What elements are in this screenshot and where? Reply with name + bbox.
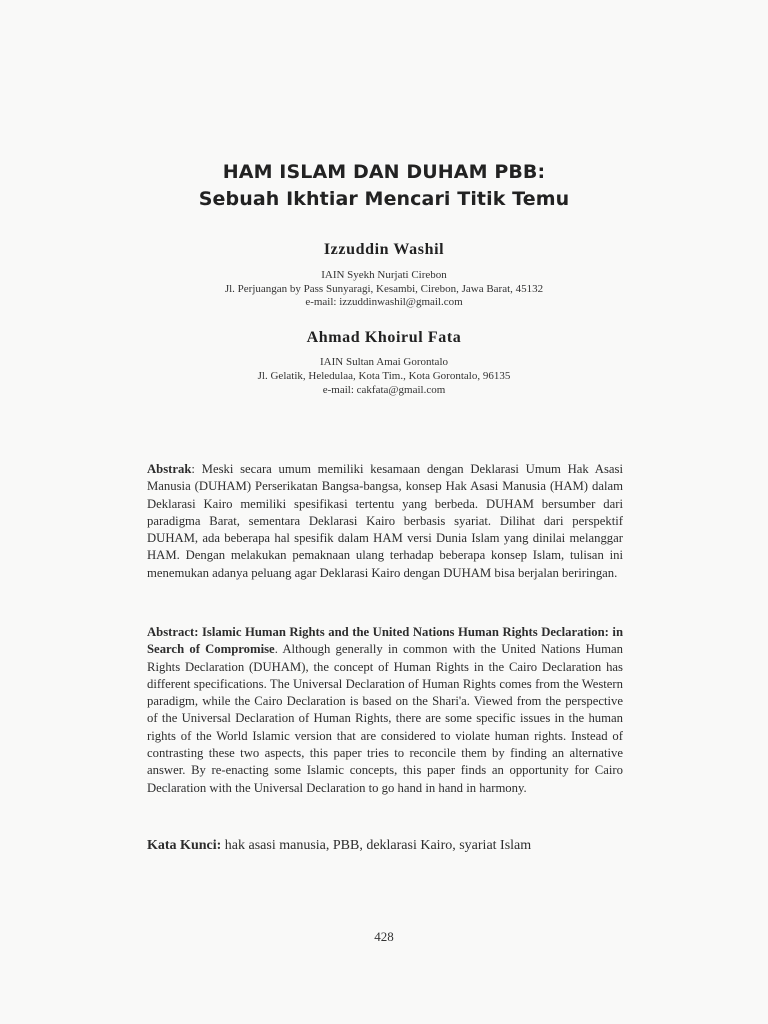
abstract-text: . Although generally in common with the United Nations Human Rights Declaration (DUHAM), the concept of Human Rights in the Cairo Declaration has different specifications. The Universal Declaration of Human Rights comes from the Western paradigm, while the Cairo Declaration is based on the Shari'a. Viewed from the perspective of the Universal Declaration of Human Rights, there are some specific issues in the human rights of the World Islamic version that are considered to violate human rights. Instead of contrasting these two aspects, this paper tries to reconcile them by finding an alternative answer. By re-enacting some Islamic concepts, this paper finds an opportunity for Cairo Declaration with the Universal Declaration to go hand in hand in harmony.	[147, 642, 623, 795]
keywords-text: hak asasi manusia, PBB, deklarasi Kairo, syariat Islam	[221, 838, 532, 853]
paper-title: HAM ISLAM DAN DUHAM PBB:	[222, 161, 546, 183]
paper-subtitle: Sebuah Ikhtiar Mencari Titik Temu	[198, 188, 570, 210]
abstract-label: Abstract	[147, 625, 195, 639]
author-institution: IAIN Sultan Amai Gorontalo	[319, 356, 448, 368]
keywords	[147, 838, 623, 854]
abstrak-label: Abstrak	[147, 462, 192, 476]
author-name: Izzuddin Washil	[323, 241, 445, 258]
author-address: Jl. Gelatik, Heledulaa, Kota Tim., Kota Gorontalo, 96135	[257, 370, 511, 382]
author-email: e-mail: cakfata@gmail.com	[322, 384, 446, 396]
abstract-title: : Islamic Human Rights and the United Nations Human Rights Declaration: in Search of Compromise	[147, 625, 623, 657]
author-name: Ahmad Khoirul Fata	[306, 329, 462, 346]
author-institution: IAIN Syekh Nurjati Cirebon	[321, 269, 447, 281]
abstrak-paragraph	[147, 461, 623, 582]
abstrak-text: : Meski secara umum memiliki kesamaan dengan Deklarasi Umum Hak Asasi Manusia (DUHAM) Perserikatan Bangsa-bangsa, konsep Hak Asasi Manusia (HAM) dalam Deklarasi Kairo memiliki spesifikasi tertentu yang berbeda. DUHAM bersumber dari paradigma Barat, sementara Deklarasi Kairo berbasis syariat. Dilihat dari perspektif DUHAM, ada beberapa hal spesifik dalam HAM versi Dunia Islam yang dinilai melanggar HAM. Dengan melakukan pemaknaan ulang terhadap beberapa konsep Islam, tulisan ini menemukan adanya peluang agar Deklarasi Kairo dengan DUHAM bisa berjalan beriringan.	[147, 462, 623, 580]
author-address: Jl. Perjuangan by Pass Sunyaragi, Kesambi, Cirebon, Jawa Barat, 45132	[224, 283, 544, 295]
author-email: e-mail: izzuddinwashil@gmail.com	[305, 296, 463, 308]
page-number: 428	[374, 929, 394, 944]
keywords-label: Kata Kunci:	[147, 838, 222, 853]
abstract-paragraph	[147, 624, 623, 797]
